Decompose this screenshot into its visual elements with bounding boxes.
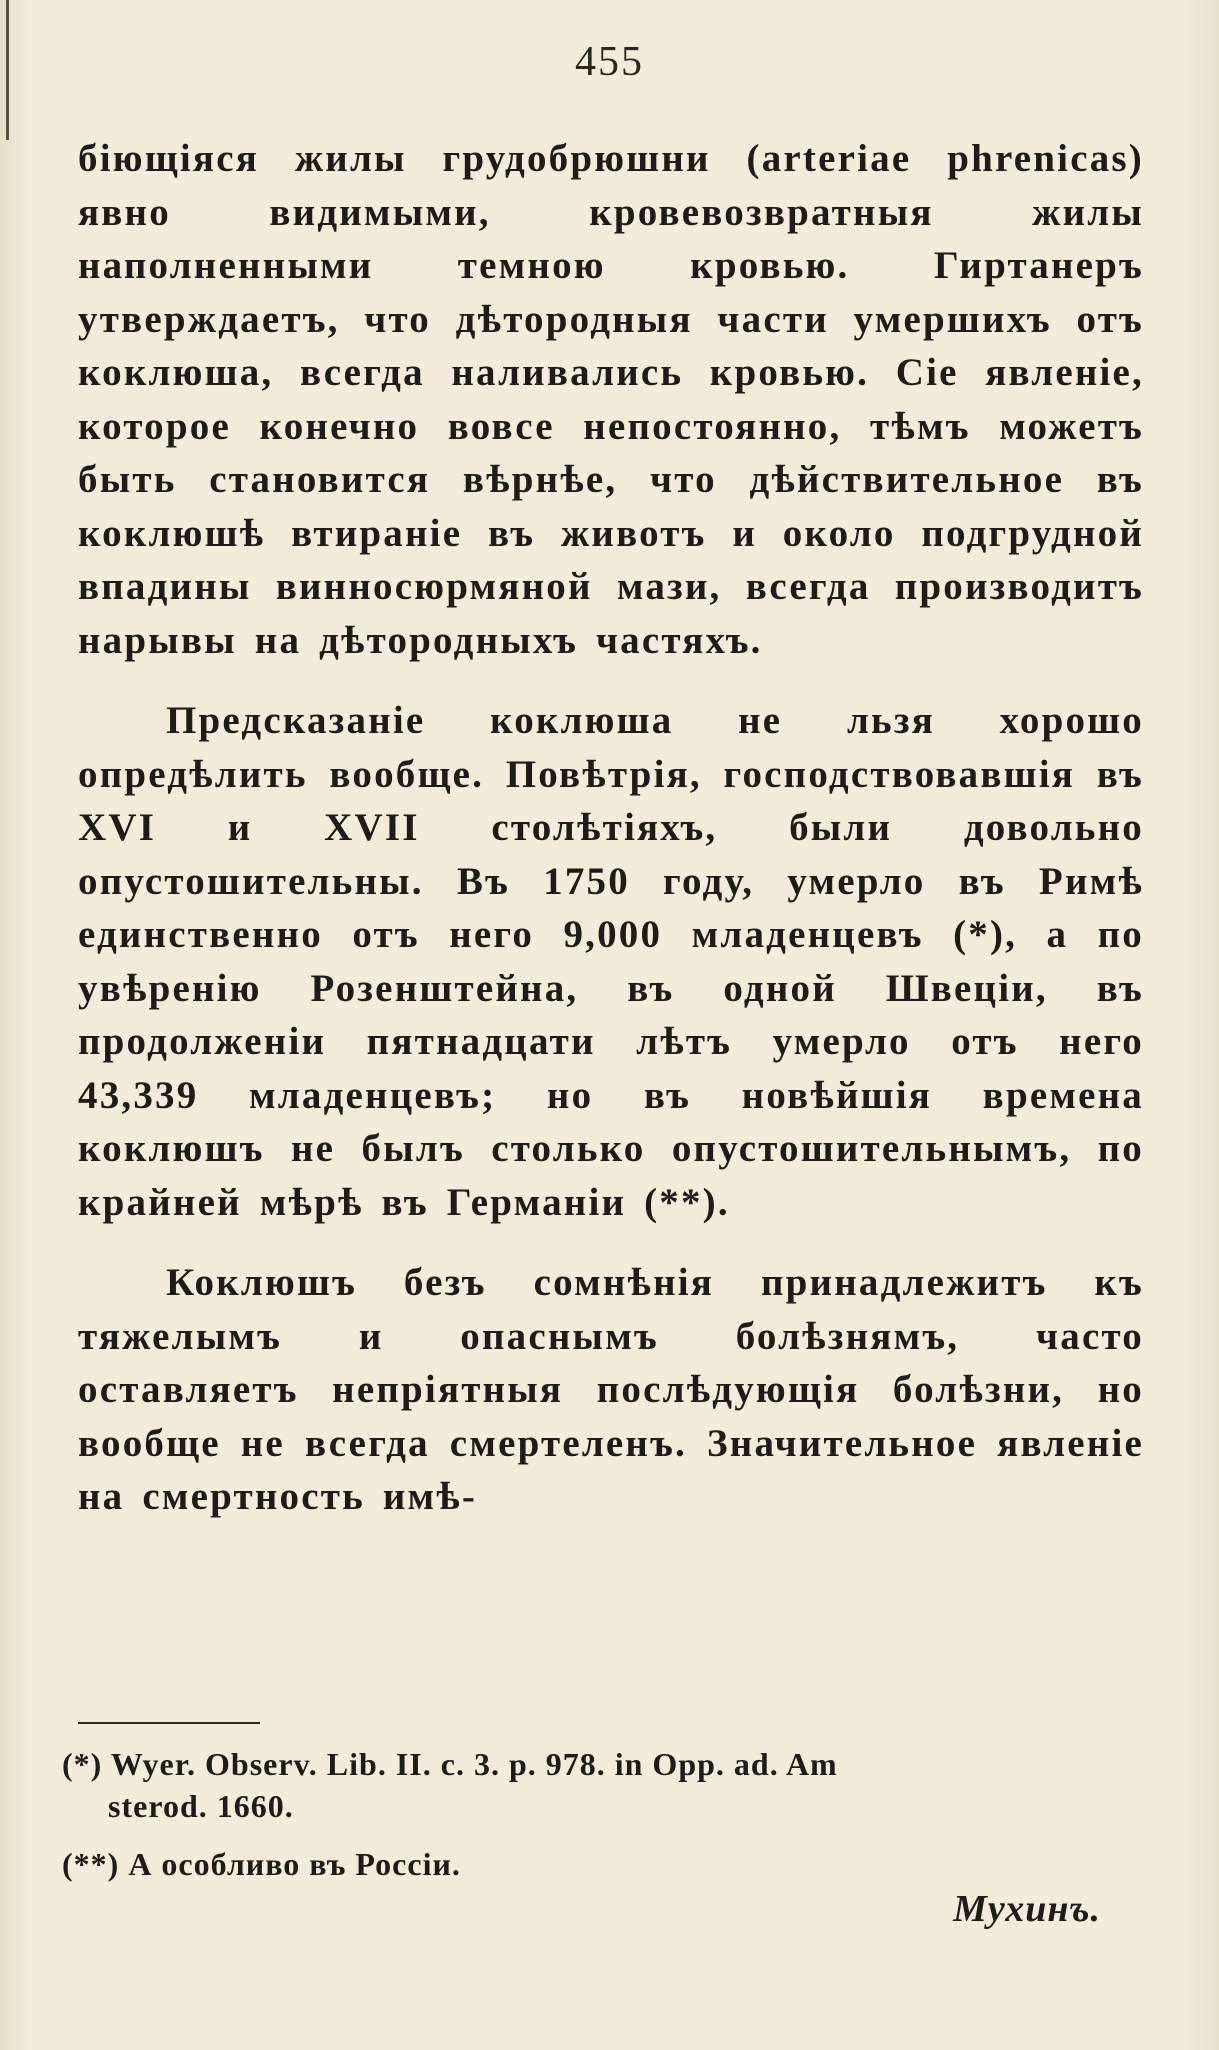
footnotes	[62, 1743, 1142, 1885]
body-text	[78, 132, 1144, 1524]
footnote-1-text: (*) Wyer. Observ. Lib. II. c. 3. p. 978. in Opp. ad. Am	[62, 1746, 838, 1782]
paragraph-1: біющіяся жилы грудобрюшни (arteriae phrenicas) явно видимыми, кровевозвратныя жилы наполненными темною кровью. Гиртанеръ утверждаетъ, что дѣтородныя части умершихъ отъ коклюша, всегда наливались кровью. Сіе явленіе, которое конечно вовсе непостоянно, тѣмъ можетъ быть становится вѣрнѣе, что дѣйствительное въ коклюшѣ втираніе въ животъ и около подгрудной впадины винносюрмяной мази, всегда производитъ нарывы на дѣтородныхъ частяхъ.	[78, 137, 1144, 662]
footnote-1	[62, 1743, 1142, 1827]
paragraph-3: Коклюшъ безъ сомнѣнія принадлежитъ къ тяжелымъ и опаснымъ болѣзнямъ, часто оставляетъ непріятныя послѣдующія болѣзни, но вообще не всегда смертеленъ. Значительное явленіе на смертность имѣ-	[78, 1261, 1144, 1518]
paragraph-2: Предсказаніе коклюша не льзя хорошо опредѣлить вообще. Повѣтрія, господствовавшія въ XVI и XVII столѣтіяхъ, были довольно опустошительны. Въ 1750 году, умерло въ Римѣ единственно отъ него 9,000 младенцевъ (*), а по увѣренію Розенштейна, въ одной Швеціи, въ продолженіи пятнадцати лѣтъ умерло отъ него 43,339 младенцевъ; но въ новѣйшія времена коклюшъ не былъ столько опустошительнымъ, по крайней мѣрѣ въ Германіи (**).	[78, 699, 1144, 1224]
footnote-divider	[78, 1722, 260, 1724]
signature: Мухинъ.	[953, 1888, 1101, 1930]
page-number: 455	[575, 39, 644, 85]
footnote-2: (**) А особливо въ Россіи.	[62, 1846, 461, 1882]
footnote-1-continuation: sterod. 1660.	[108, 1788, 294, 1824]
